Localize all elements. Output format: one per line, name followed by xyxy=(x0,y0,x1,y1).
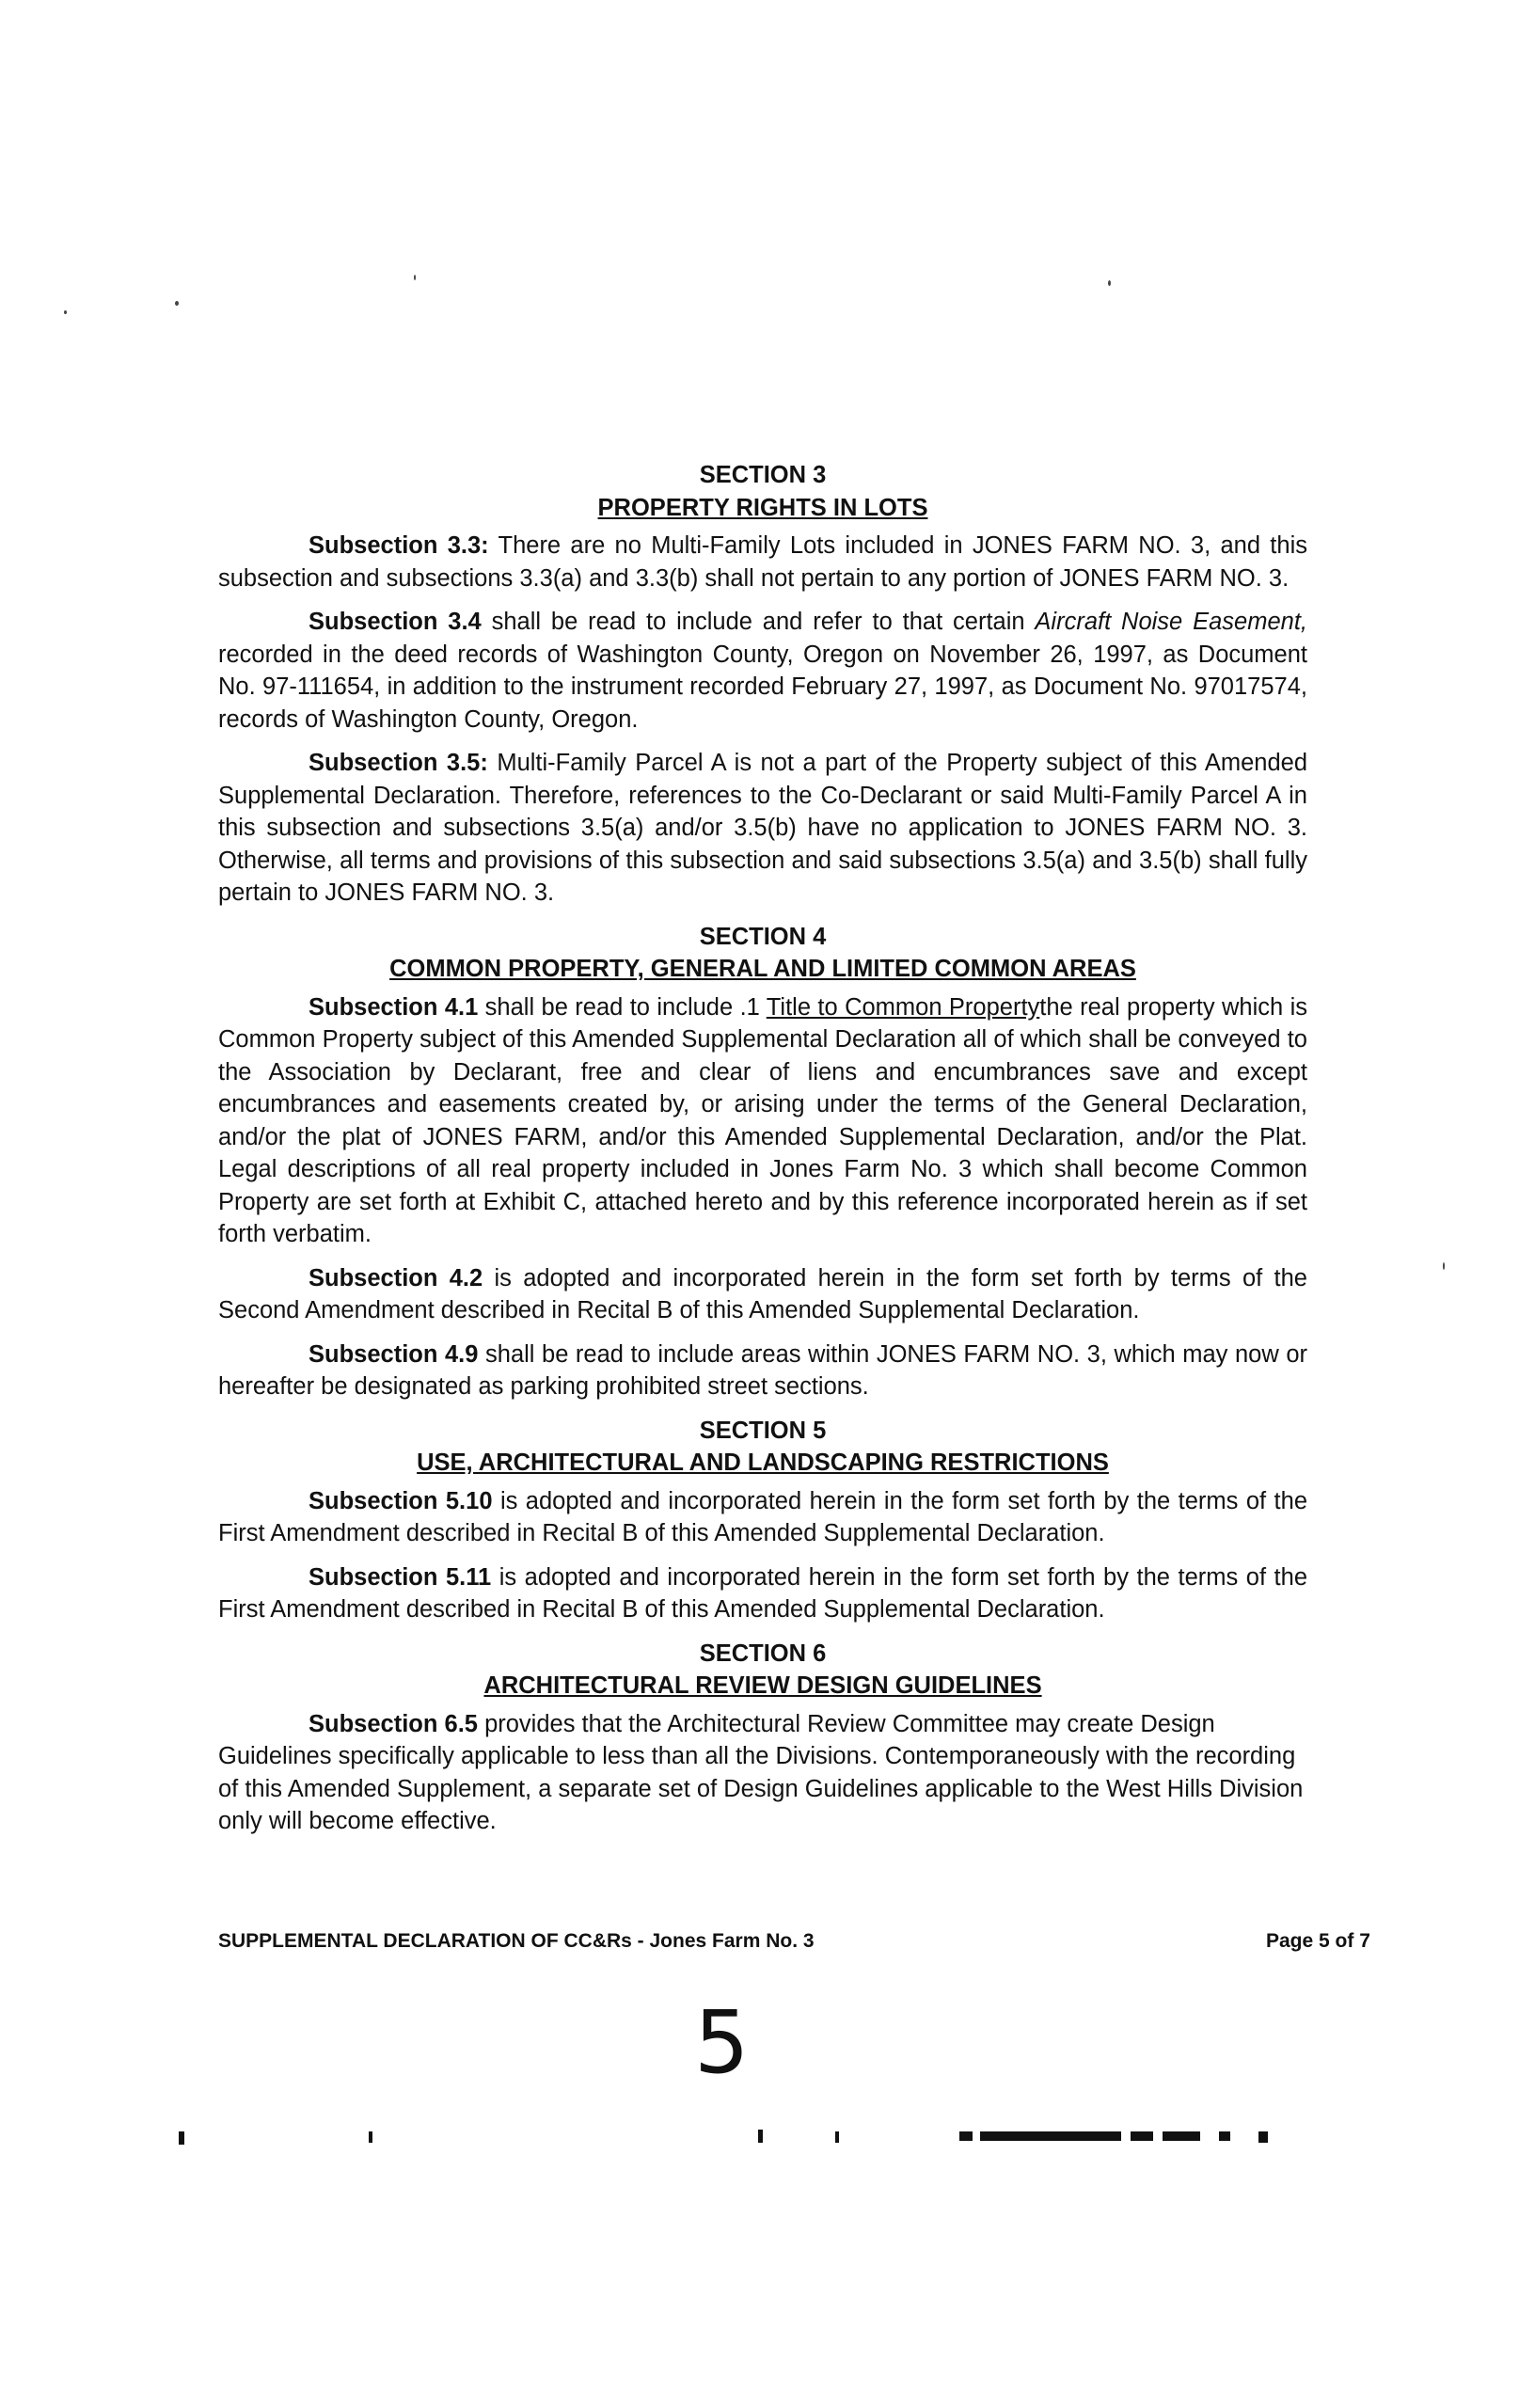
subsection-text: is adopted and incorporated herein in the form set forth by the terms of the First Amendment described in Recital B of this Amended Supplemental Declaration. xyxy=(218,1563,1307,1623)
scan-mark xyxy=(1131,2131,1153,2141)
footer-page-indicator: Page 5 of 7 xyxy=(1266,1930,1370,1952)
subsection-label: Subsection 6.5 xyxy=(309,1710,478,1737)
footer-document-title: SUPPLEMENTAL DECLARATION OF CC&Rs - Jones Farm No. 3 xyxy=(218,1930,815,1952)
subsection-label: Subsection 5.10 xyxy=(309,1487,493,1514)
subsection-text: the real property which is Common Property subject of this Amended Supplemental Declaration all of which shall be conveyed to the Association by Declarant, free and clear of liens and encumbrances save and except encumbrances and easements created by, or arising under the terms of the General Declaration, and/or the plat of JONES FARM, and/or this Amended Supplemental Declaration, and/or the Plat. Legal descriptions of all real property included in Jones Farm No. 3 which shall become Common Property are set forth at Exhibit C, attached hereto and by this reference incorporated herein as if set forth verbatim. xyxy=(218,993,1307,1247)
subsection-label: Subsection 4.1 xyxy=(309,993,479,1021)
section-title: ARCHITECTURAL REVIEW DESIGN GUIDELINES xyxy=(483,1672,1042,1699)
section-4 xyxy=(218,921,1307,1403)
subsection-5-10 xyxy=(218,1485,1307,1550)
subsection-text: shall be read to include areas within JONES FARM NO. 3, which may now or hereafter be designated as parking prohibited street sections. xyxy=(218,1340,1307,1400)
section-3 xyxy=(218,459,1307,910)
section-title: PROPERTY RIGHTS IN LOTS xyxy=(597,494,928,521)
subsection-text: is adopted and incorporated herein in the form set forth by the terms of the First Amendment described in Recital B of this Amended Supplemental Declaration. xyxy=(218,1487,1308,1546)
subsection-label: Subsection 4.2 xyxy=(309,1264,483,1291)
subsection-3-3 xyxy=(218,530,1307,594)
subsection-4-1 xyxy=(218,991,1307,1251)
handwritten-page-number: 5 xyxy=(694,1992,750,2093)
subsection-4-9 xyxy=(218,1339,1307,1403)
scan-mark xyxy=(835,2131,839,2143)
scan-speck xyxy=(175,301,179,306)
section-title: COMMON PROPERTY, GENERAL AND LIMITED COMMON AREAS xyxy=(389,956,1136,982)
subsection-label: Subsection 4.9 xyxy=(309,1340,479,1368)
section-number: SECTION 6 xyxy=(699,1640,827,1667)
subsection-text: shall be read to include .1 xyxy=(478,993,767,1021)
scan-mark xyxy=(758,2130,763,2143)
subsection-4-2 xyxy=(218,1262,1307,1327)
subsection-3-5 xyxy=(218,747,1307,910)
section-number: SECTION 4 xyxy=(699,923,827,950)
scan-mark xyxy=(980,2131,1121,2141)
subsection-label: Subsection 3.5: xyxy=(309,750,488,776)
scan-mark xyxy=(179,2131,184,2145)
subsection-3-4 xyxy=(218,606,1307,736)
document-body xyxy=(218,459,1307,1849)
subsection-text: There are no Multi-Family Lots included in JONES FARM NO. 3, and this subsection and subsections 3.3(a) and 3.3(b) shall not pertain to any portion of JONES FARM NO. 3. xyxy=(218,532,1307,592)
scan-mark xyxy=(1163,2131,1200,2141)
scan-mark xyxy=(369,2131,372,2143)
section-title: USE, ARCHITECTURAL AND LANDSCAPING RESTRICTIONS xyxy=(417,1450,1109,1476)
scan-mark xyxy=(1219,2131,1230,2141)
scan-speck xyxy=(1443,1262,1445,1270)
subsection-text: is adopted and incorporated herein in the form set forth by terms of the Second Amendment described in Recital B of this Amended Supplemental Declaration. xyxy=(218,1264,1307,1323)
scan-speck xyxy=(1108,280,1111,286)
easement-title: Aircraft Noise Easement, xyxy=(1035,609,1307,635)
section-5 xyxy=(218,1415,1307,1626)
subsection-5-11 xyxy=(218,1561,1307,1626)
section-number: SECTION 3 xyxy=(699,462,827,488)
section-6 xyxy=(218,1638,1307,1838)
subsection-text: Multi-Family Parcel A is not a part of the Property subject of this Amended Supplemental Declaration. Therefore, references to the Co-Declarant or said Multi-Family Parcel A in this subsection and subsections 3.5(a) and/or 3.5(b) have no application to JONES FARM NO. 3. Otherwise, all terms and provisions of this subsection and said subsections 3.5(a) and 3.5(b) shall fully pertain to JONES FARM NO. 3. xyxy=(218,750,1307,906)
scan-speck xyxy=(414,275,416,280)
subsection-label: Subsection 5.11 xyxy=(309,1563,492,1591)
subsection-label: Subsection 3.3: xyxy=(309,532,489,559)
scan-mark xyxy=(1258,2131,1268,2143)
scan-speck xyxy=(64,310,67,314)
subsection-label: Subsection 3.4 xyxy=(309,609,482,635)
section-number: SECTION 5 xyxy=(699,1417,827,1444)
scan-mark xyxy=(959,2131,973,2141)
subsection-text: provides that the Architectural Review Committee may create Design Guidelines specifically applicable to less than all the Divisions. Contemporaneously with the recording of this Amended Supplement, a separate set of Design Guidelines applicable to the West Hills Division only will become effective. xyxy=(218,1710,1304,1834)
common-property-heading: Title to Common Property xyxy=(766,993,1040,1021)
subsection-text: recorded in the deed records of Washington County, Oregon on November 26, 1997, as Document No. 97-111654, in addition to the instrument recorded February 27, 1997, as Document No. 97017574, records of Washington County, Oregon. xyxy=(218,641,1307,733)
subsection-text: shall be read to include and refer to that certain xyxy=(481,609,1036,635)
subsection-6-5 xyxy=(218,1708,1307,1838)
